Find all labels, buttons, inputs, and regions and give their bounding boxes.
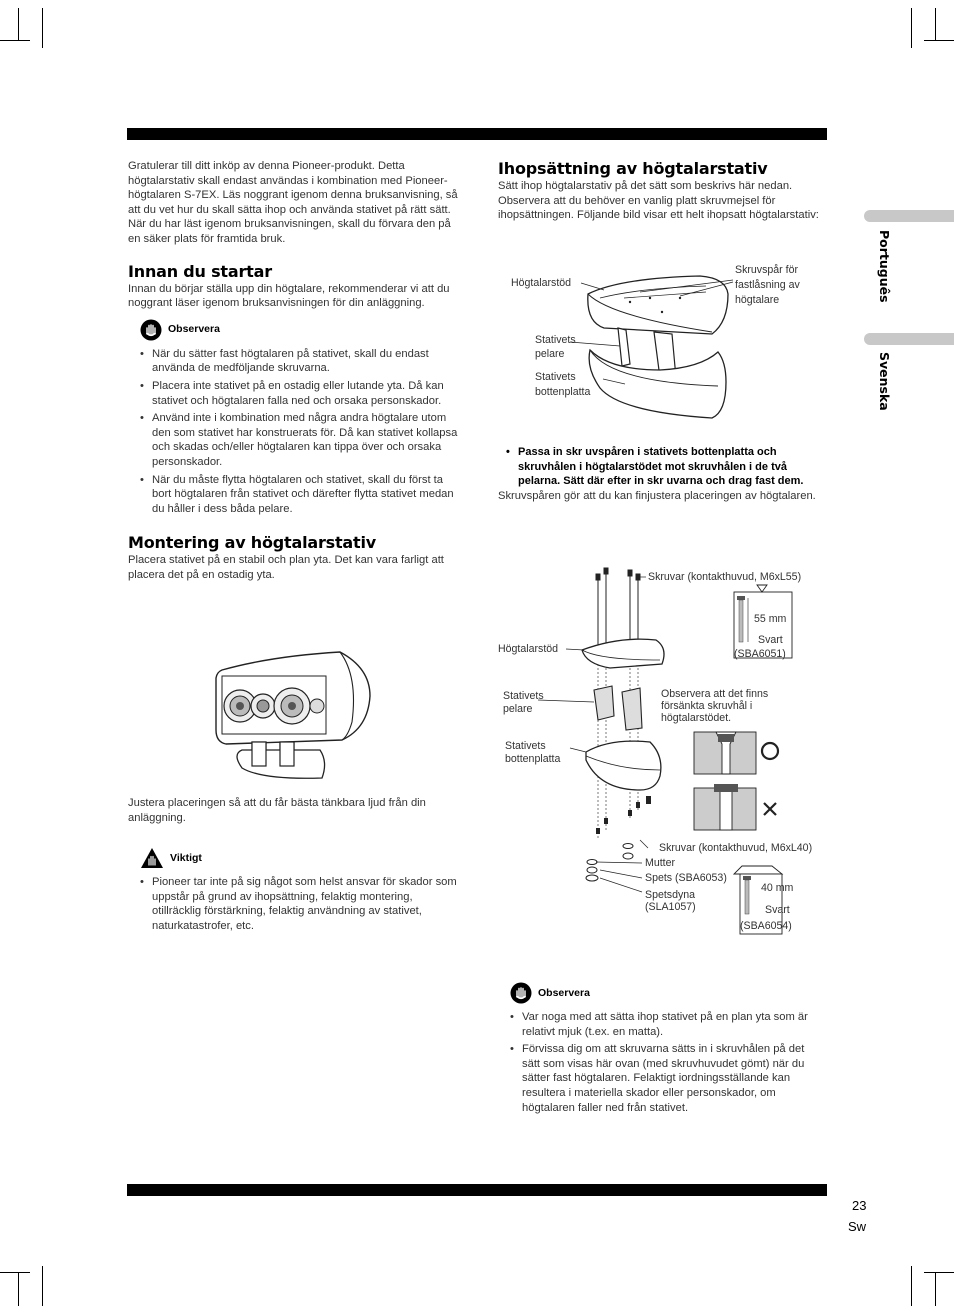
fig2-hogtalarstod: Högtalarstöd [498,643,559,655]
intro-text: Gratulerar till ditt inköp av denna Pioneer-produkt. Detta högtalarstativ skall endast användas i kombination med Pioneer-högtalaren S-7EX. Läs noggrant igenom denna bruksanvisning, så att du vet hur du skall sätta ihop och använda stativet på rätt sätt. När du har läst igenom bruksanvisningen, skall du förvara den på en säker plats för framtida bruk. [128,160,458,245]
ihop-text: Sätt ihop högtalarstativ på det sätt som beskrivs här nedan. Observera att du behöver en vanlig platt skruvmejsel för ihopsättningen. Följande bild visar ett helt ihopsatt högtalarstativ: [498,180,819,222]
fig1-skruvspar-2: fastlåsning av [735,279,800,291]
observera-label: Observera [168,323,220,336]
list-item: • Använd inte i kombination med några andra högtalare utom den som stativet har konstruerats för. Då kan stativet kollapsa och skadas och/eller högtalaren kan tippa över och orsaka personskador. [152,411,458,469]
montering-text: Placera stativet på en stabil och plan yta. Det kan vara farligt att placera det på en ostadig yta. [128,554,444,581]
fig1-botten-2: bottenplatta [535,386,591,398]
tab-label-svenska: Svenska [877,352,892,411]
fig2-mutter: Mutter [645,857,676,869]
page-number: 23 [852,1198,867,1213]
list-item: • Förvissa dig om att skruvarna sätts in i skruvhålen på det sätt som visas här ovan (med skruvhuvudet gömt) när du sätter fast högtalaren. Felaktigt iordningsställande kan resultera i materiella skador eller personskador, om högtalaren faller ned från stativet. [522,1042,823,1115]
fig2-obs-2: försänkta skruvhål i [661,700,753,712]
fig2-skruvar-top: Skruvar (kontakthuvud, M6xL55) [648,571,802,583]
fig2-skruvar-bottom: Skruvar (kontakthuvud, M6xL40) [659,842,813,854]
list-item: • När du sätter fast högtalaren på stativet, skall du endast använda de medföljande skruvarna. [152,347,458,376]
heading-montering: Montering av högtalarstativ [128,533,376,553]
page-language: Sw [848,1219,867,1234]
fig2-botten-2: bottenplatta [505,753,561,765]
heading-ihop: Ihopsättning av högtalarstativ [498,159,768,178]
hand-icon [510,982,532,1004]
tab-label-portugues: Português [877,230,892,303]
fig2-pelare-2: pelare [503,703,533,715]
bold-after-text: Skruvspåren gör att du kan finjustera placeringen av högtalaren. [498,489,816,502]
ihop-bullets [498,1010,823,1115]
fig1-skruvspar-1: Skruvspår för [735,264,798,276]
fig1-pelare-1: Stativets [535,334,576,346]
fig2-sba6051: (SBA6051) [734,648,786,660]
fig2-pelare-1: Stativets [503,690,544,702]
montering-after: Justera placeringen så att du får bästa tänkbara ljud från din anläggning. [128,797,426,824]
heading-innan: Innan du startar [128,261,272,281]
fig2-spetsdyna-2: (SLA1057) [645,901,696,913]
fig2-svart2: Svart [765,904,790,916]
fig2-obs-1: Observera att det finns [661,688,769,700]
observera-note-2 [510,982,823,1004]
fig2-obs-3: högtalarstödet. [661,712,732,724]
fig2-spetsdyna-1: Spetsdyna [645,889,696,901]
list-item: • Placera inte stativet på en ostadig eller lutande yta. Då kan stativet och högtalaren falla ned och orsaka personskador. [152,379,458,408]
list-item: • När du måste flytta högtalaren och stativet, skall du först ta bort högtalaren från stativet och därefter flytta stativet medan du håller i dess båda pelare. [152,473,458,517]
list-item: • Passa in skr uvspåren i stativets bottenplatta och skruvhålen i högtalarstödet mot skruvhålen i de två pelarna. Sätt där efter in skr uvarna och drag fast dem. [518,445,818,489]
fig1-pelare-2: pelare [535,348,565,360]
list-item: • Var noga med att sätta ihop stativet på en plan yta som är relativt mjuk (t.ex. en matta). [522,1010,823,1039]
fig2-sba6054: (SBA6054) [740,920,792,932]
observera-label: Observera [538,986,590,999]
fig2-mm55: 55 mm [754,613,787,625]
viktigt-label: Viktigt [170,851,202,864]
fig1-skruvspar-3: högtalare [735,294,780,306]
right-column-bottom [498,974,823,1118]
fig2-botten-1: Stativets [505,740,546,752]
fig1-botten-1: Stativets [535,371,576,383]
fig1-hogtalarstod: Högtalarstöd [511,277,572,289]
fig2-mm40: 40 mm [761,882,794,894]
list-item: • Pioneer tar inte på sig något som helst ansvar för skador som uppstår på grund av ihopsättning, felaktig montering, otillräcklig förstärkning, felaktig användning av stativet, naturkatastrofer, etc. [152,875,458,933]
innan-text: Innan du börjar ställa upp din högtalare, rekommenderar vi att du noggrant läser igenom bruksanvisningen för din anläggning. [128,282,450,310]
fig2-svart1: Svart [758,634,783,646]
fig2-spets: Spets (SBA6053) [645,872,727,884]
